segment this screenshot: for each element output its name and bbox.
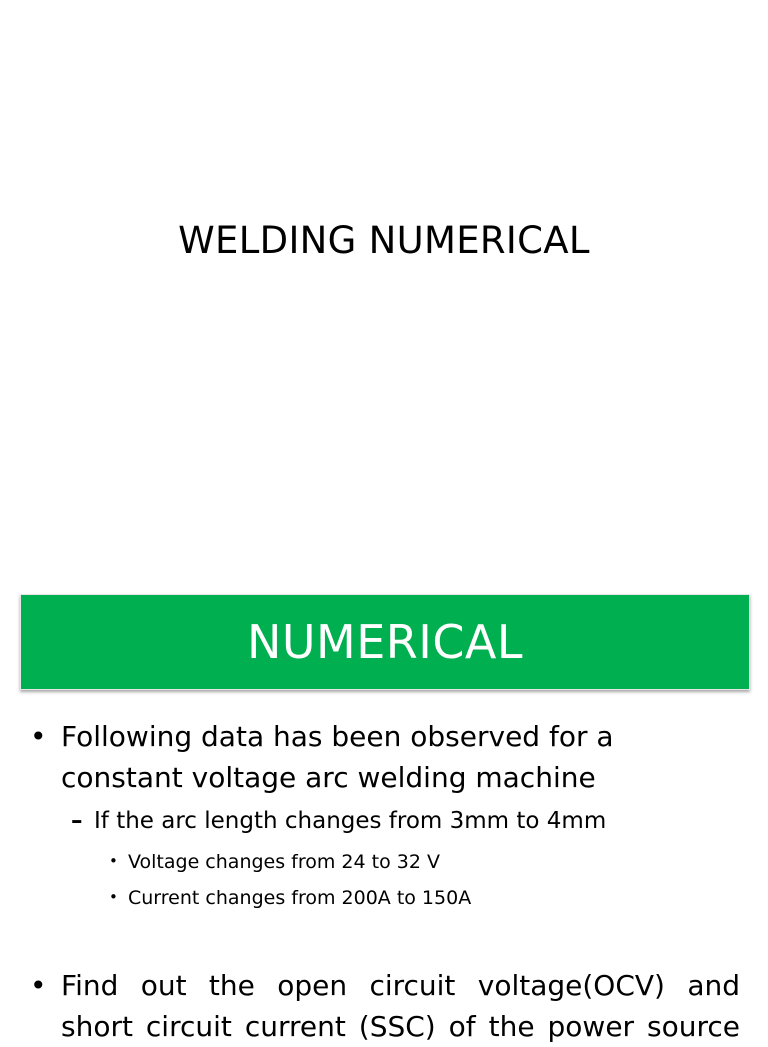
dash-icon: –: [71, 808, 83, 834]
bullet-dot-icon: •: [109, 888, 118, 906]
sub-bullet-text: If the arc length changes from 3mm to 4mm: [94, 808, 607, 834]
sub-sub-bullet-item: [109, 848, 440, 875]
sub-bullet-item: [71, 806, 606, 836]
slide-title: WELDING NUMERICAL: [178, 219, 590, 262]
bullet-item: [30, 965, 740, 1047]
sub-sub-bullet-text: Voltage changes from 24 to 32 V: [128, 851, 440, 873]
bullet-dot-icon: •: [30, 969, 47, 1002]
bullet-text: Find out the open circuit voltage(OCV) and short circuit current (SSC) of the power source: [61, 969, 740, 1043]
bullet-text: Following data has been observed for a constant voltage arc welding machine: [61, 720, 614, 794]
sub-sub-bullet-item: [109, 884, 471, 911]
banner-title: NUMERICAL: [246, 615, 524, 669]
bullet-dot-icon: •: [109, 852, 118, 870]
bullet-item: [30, 716, 740, 798]
bullet-dot-icon: •: [30, 720, 47, 753]
section-banner: [20, 594, 750, 690]
sub-sub-bullet-text: Current changes from 200A to 150A: [128, 887, 472, 909]
